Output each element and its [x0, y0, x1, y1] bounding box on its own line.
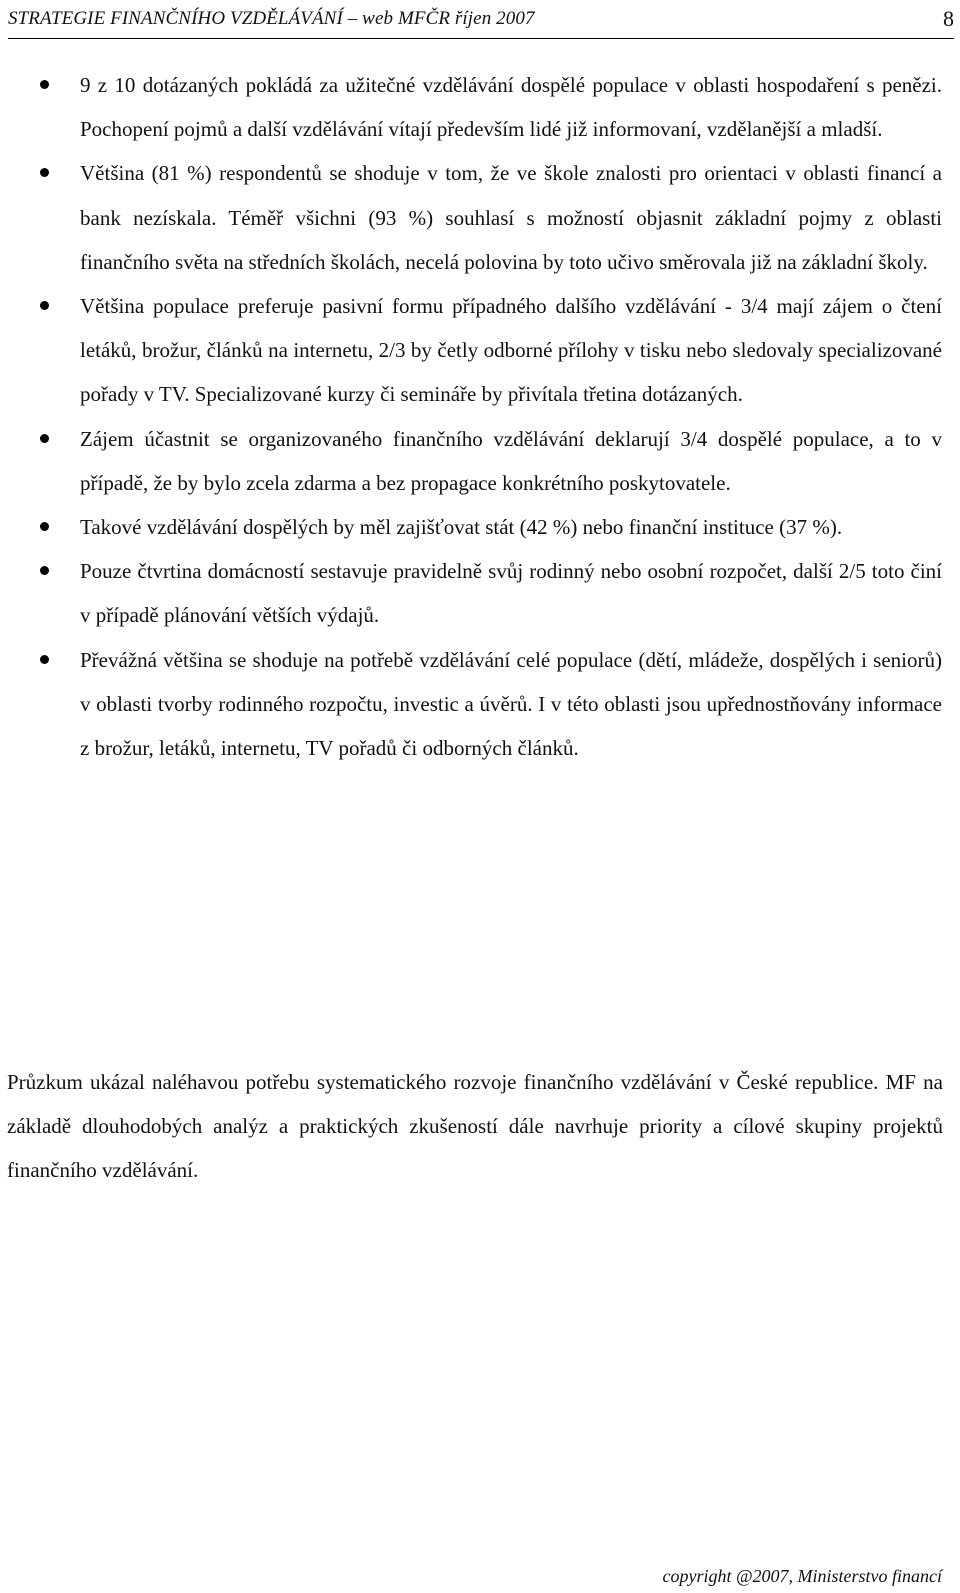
- header-title: STRATEGIE FINANČNÍHO VZDĚLÁVÁNÍ – web MFČR říjen 2007: [8, 8, 535, 29]
- footer-copyright: copyright @2007, Ministerstvo financí: [662, 1566, 942, 1586]
- bullet-dot-icon: [40, 80, 49, 89]
- list-item: [0, 638, 960, 771]
- page-number: 8: [943, 6, 954, 31]
- summary-paragraph: Průzkum ukázal naléhavou potřebu systematického rozvoje finančního vzdělávání v České republice. MF na základě dlouhodobých analýz a praktických zkušeností dále navrhuje priority a cílové skupiny projektů finančního vzdělávání.: [7, 1070, 943, 1183]
- list-item: [0, 284, 960, 417]
- list-item: [0, 417, 960, 505]
- bullet-dot-icon: [40, 566, 49, 575]
- bullet-text: Většina (81 %) respondentů se shoduje v tom, že ve škole znalosti pro orientaci v oblasti financí a bank nezískala. Téměř všichni (93 %) souhlasí s možností objasnit základní pojmy z oblasti finančního světa na středních školách, necelá polovina by toto učivo směrovala již na základní školy.: [80, 161, 942, 274]
- bullet-dot-icon: [40, 301, 49, 310]
- list-item: [0, 549, 960, 637]
- bullet-text: Pouze čtvrtina domácností sestavuje pravidelně svůj rodinný nebo osobní rozpočet, další 2/5 toto činí v případě plánování větších výdajů.: [80, 559, 942, 628]
- list-item: [0, 505, 960, 549]
- bullet-dot-icon: [40, 434, 49, 443]
- bullet-dot-icon: [40, 655, 49, 664]
- list-item: [0, 63, 960, 151]
- bullet-text: 9 z 10 dotázaných pokládá za užitečné vzdělávání dospělé populace v oblasti hospodaření s penězi. Pochopení pojmů a další vzdělávání vítají především lidé již informovaní, vzdělanější a mladší.: [80, 73, 942, 142]
- page-header: [8, 4, 954, 39]
- bullet-list: [0, 63, 960, 770]
- list-item: [0, 151, 960, 284]
- bullet-text: Většina populace preferuje pasivní formu případného dalšího vzdělávání - 3/4 mají zájem o čtení letáků, brožur, článků na internetu, 2/3 by četly odborné přílohy v tisku nebo sledovaly specializované pořady v TV. Specializované kurzy či semináře by přivítala třetina dotázaných.: [80, 294, 942, 407]
- bullet-text: Převážná většina se shoduje na potřebě vzdělávání celé populace (dětí, mládeže, dospělých i seniorů) v oblasti tvorby rodinného rozpočtu, investic a úvěrů. I v této oblasti jsou upřednostňovány informace z brožur, letáků, internetu, TV pořadů či odborných článků.: [80, 647, 942, 761]
- bullet-dot-icon: [40, 168, 49, 177]
- bullet-text: Zájem účastnit se organizovaného finančního vzdělávání deklarují 3/4 dospělé populace, a to v případě, že by bylo zcela zdarma a bez propagace konkrétního poskytovatele.: [80, 426, 942, 495]
- bullet-dot-icon: [40, 522, 49, 531]
- bullet-text: Takové vzdělávání dospělých by měl zajišťovat stát (42 %) nebo finanční instituce (37 %).: [80, 515, 843, 540]
